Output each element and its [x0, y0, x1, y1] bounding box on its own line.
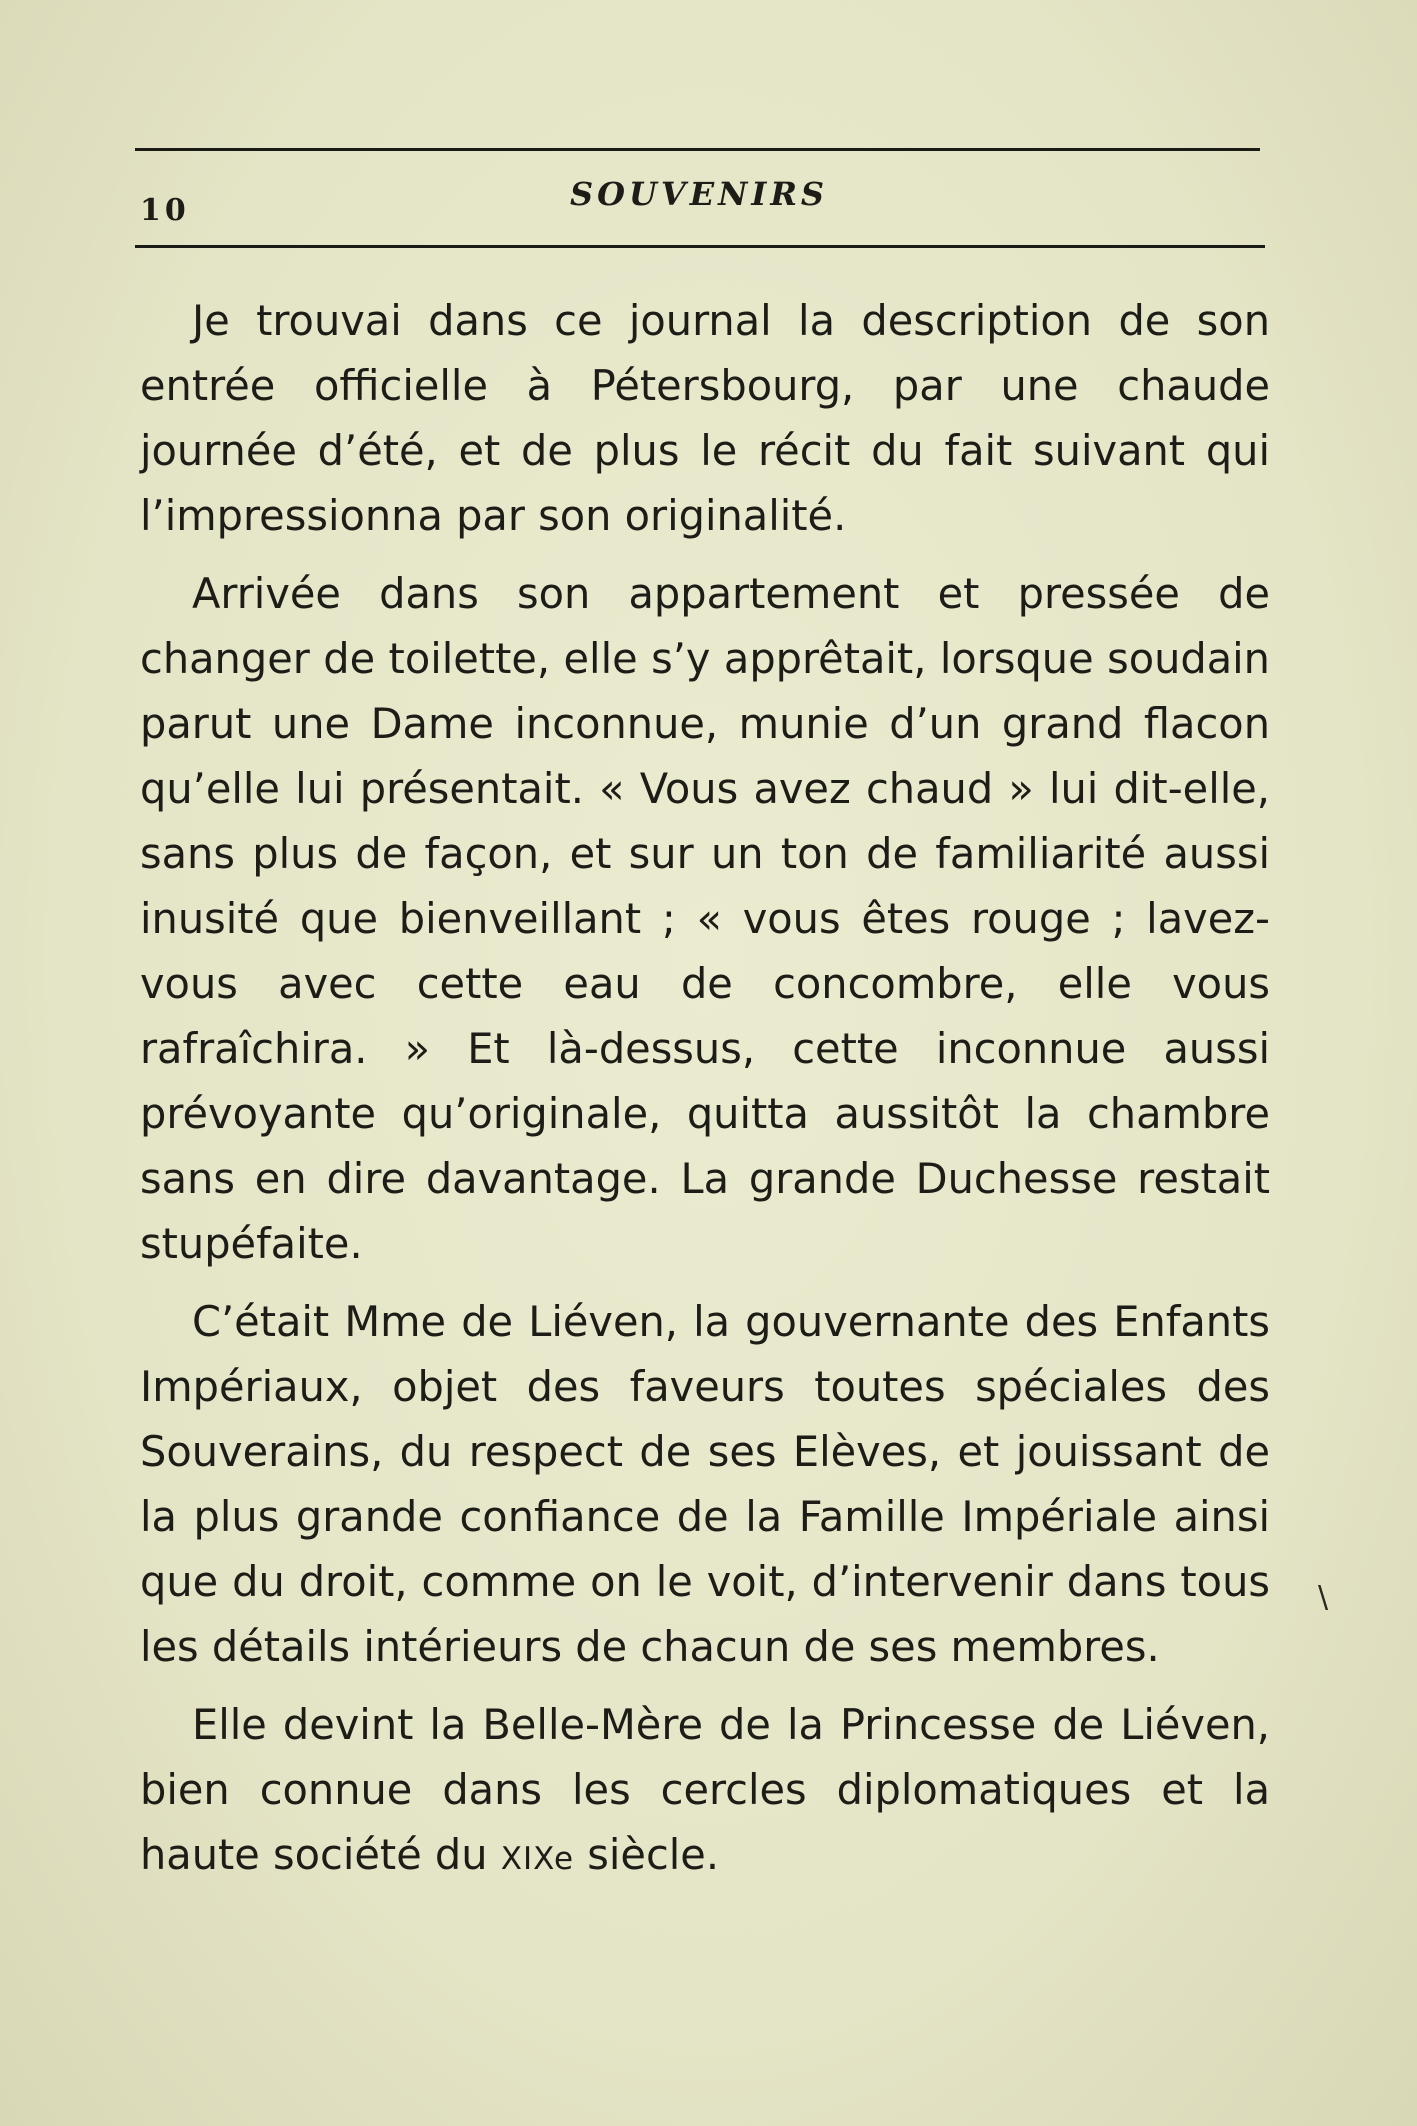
paragraph-4	[140, 1692, 1270, 1892]
header-rule-top	[135, 148, 1260, 151]
paragraph-3: C’était Mme de Liéven, la gouvernante des Enfants Impériaux, objet des faveurs toutes spéciales des Souverains, du respect de ses Elèves, et jouissant de la plus grande confiance de la Famille Impériale ainsi que du droit, comme on le voit, d’intervenir dans tous les détails intérieurs de chacun de ses membres.	[140, 1297, 1270, 1671]
paragraph-2: Arrivée dans son appartement et pressée de changer de toilette, elle s’y apprêtait, lorsque soudain parut une Dame inconnue, munie d’un grand flacon qu’elle lui présentait. « Vous avez chaud » lui dit-elle, sans plus de façon, et sur un ton de familiarité aussi inusité que bienveillant ; « vous êtes rouge ; lavez-vous avec cette eau de concombre, elle vous rafraîchira. » Et là-dessus, cette inconnue aussi prévoyante qu’originale, quitta aussitôt la chambre sans en dire davantage. La grande Duchesse restait stupéfaite.	[140, 569, 1270, 1268]
header-rule-bottom	[135, 245, 1265, 248]
running-title: SOUVENIRS	[570, 175, 829, 213]
body-text	[140, 288, 1270, 1892]
century-numeral: XIXe	[500, 1841, 575, 1877]
paragraph-4-text: Elle devint la Belle-Mère de la Princesse de Liéven, bien connue dans les cercles diplomatiques et la haute société du	[140, 1700, 1270, 1879]
paragraph-4-end: siècle.	[574, 1830, 720, 1879]
paragraph-1: Je trouvai dans ce journal la description de son entrée officielle à Pétersbourg, par une chaude journée d’été, et de plus le récit du fait suivant qui l’impressionna par son originalité.	[140, 296, 1270, 540]
page-number: 10	[140, 193, 190, 228]
margin-pencil-mark: \	[1318, 1580, 1329, 1615]
